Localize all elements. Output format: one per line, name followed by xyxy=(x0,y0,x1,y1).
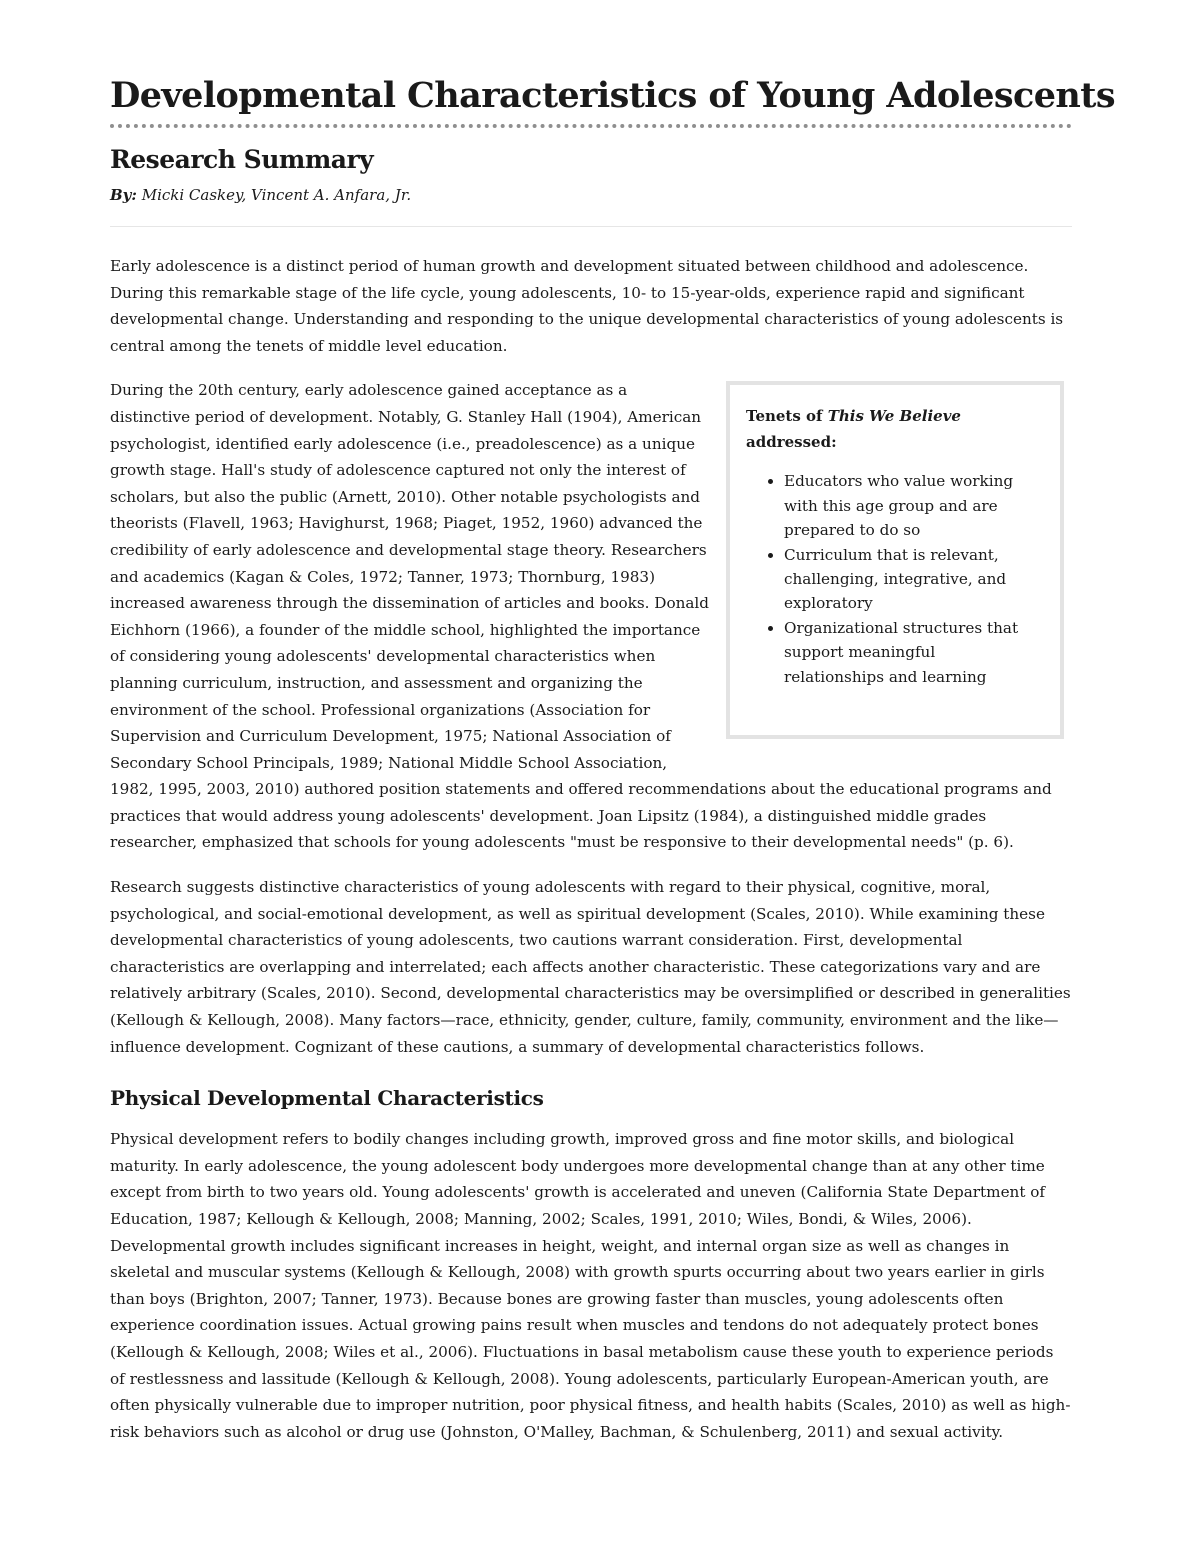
page-title: Developmental Characteristics of Young Adolescents xyxy=(110,75,1115,116)
tenet-item: • Educators who value working with this age group and are prepared to do so xyxy=(784,469,1040,542)
tenets-sidebar xyxy=(726,381,1064,739)
research-summary-page xyxy=(110,0,1115,1445)
tenet-item: • Organizational structures that support meaningful relationships and learning xyxy=(784,616,1040,689)
intro-paragraph: Early adolescence is a distinct period of human growth and development situated between childhood and adolescence. During this remarkable stage of the life cycle, young adolescents, 10- to 15-year-olds, experience rapid and significant developmental change. Understanding and responding to the unique developmental characteristics of young adolescents is central among the tenets of middle level education. xyxy=(110,257,1064,355)
history-section xyxy=(110,377,1072,856)
tenet-item: • Curriculum that is relevant, challenging, integrative, and exploratory xyxy=(784,543,1040,616)
physical-paragraph: Physical development refers to bodily changes including growth, improved gross and fine motor skills, and biological maturity. In early adolescence, the young adolescent body undergoes more developmental change than at any other time except from birth to two years old. Young adolescents' growth is accelerated and uneven (California State Department of Education, 1987; Kellough & Kellough, 2008; Manning, 2002; Scales, 1991, 2010; Wiles, Bondi, & Wiles, 2006). Developmental growth includes significant increases in height, weight, and internal organ size as well as changes in skeletal and muscular systems (Kellough & Kellough, 2008) with growth spurts occurring about two years earlier in girls than boys (Brighton, 2007; Tanner, 1973). Because bones are growing faster than muscles, young adolescents often experience coordination issues. Actual growing pains result when muscles and tendons do not adequately protect bones (Kellough & Kellough, 2008; Wiles et al., 2006). Fluctuations in basal metabolism cause these youth to experience periods of restlessness and lassitude (Kellough & Kellough, 2008). Young adolescents, particularly European-American youth, are often physically vulnerable due to improper nutrition, poor physical fitness, and health habits (Scales, 2010) as well as high-risk behaviors such as alcohol or drug use (Johnston, O'Malley, Bachman, & Schulenberg, 2011) and sexual activity. xyxy=(110,1130,1071,1441)
document-subtitle: Research Summary xyxy=(110,145,374,174)
title-dotted-divider xyxy=(110,124,1072,128)
history-paragraph: During the 20th century, early adolescence gained acceptance as a distinctive period of development. Notably, G. Stanley Hall (1904), American psychologist, identified early adolescence (i.e., preadolescence) as a unique growth stage. Hall's study of adolescence captured not only the interest of scholars, but also the public (Arnett, 2010). Other notable psychologists and theorists (Flavell, 1963; Havighurst, 1968; Piaget, 1952, 1960) advanced the credibility of early adolescence and developmental stage theory. Researchers and academics (Kagan & Coles, 1972; Tanner, 1973; Thornburg, 1983) increased awareness through the dissemination of articles and books. Donald Eichhorn (1966), a founder of the middle school, highlighted the importance of considering young adolescents' developmental characteristics when planning curriculum, instruction, and assessment and organizing the environment of the school. Professional organizations (Association for Supervision and Curriculum Development, 1975; National Association of Secondary School Principals, 1989; National Middle School Association, 1982, 1995, 2003, 2010) authored position statements and offered recommendations about the educational programs and practices that would address young adolescents' development. Joan Lipsitz (1984), a distinguished middle grades researcher, emphasized that schools for young adolescents "must be responsive to their developmental needs" (p. 6). xyxy=(110,381,1052,852)
author-byline xyxy=(110,184,1072,206)
physical-section-heading: Physical Developmental Characteristics xyxy=(110,1086,544,1111)
sidebar-title-emphasis: This We Believe xyxy=(827,407,961,426)
sidebar-title xyxy=(746,403,1040,455)
sidebar-title-prefix: Tenets of xyxy=(746,407,828,426)
byline-label: By: xyxy=(110,186,137,204)
header-divider xyxy=(110,226,1072,227)
byline-authors: Micki Caskey, Vincent A. Anfara, Jr. xyxy=(141,186,412,204)
tenets-list xyxy=(746,469,1040,689)
research-paragraph: Research suggests distinctive characteristics of young adolescents with regard to their physical, cognitive, moral, psychological, and social-emotional development, as well as spiritual development (Scales, 2010). While examining these developmental characteristics of young adolescents, two cautions warrant consideration. First, developmental characteristics are overlapping and interrelated; each affects another characteristic. These categorizations vary and are relatively arbitrary (Scales, 2010). Second, developmental characteristics may be oversimplified or described in generalities (Kellough & Kellough, 2008). Many factors—race, ethnicity, gender, culture, family, community, environment and the like—influence development. Cognizant of these cautions, a summary of developmental characteristics follows. xyxy=(110,878,1071,1056)
sidebar-title-suffix: addressed: xyxy=(746,433,837,452)
